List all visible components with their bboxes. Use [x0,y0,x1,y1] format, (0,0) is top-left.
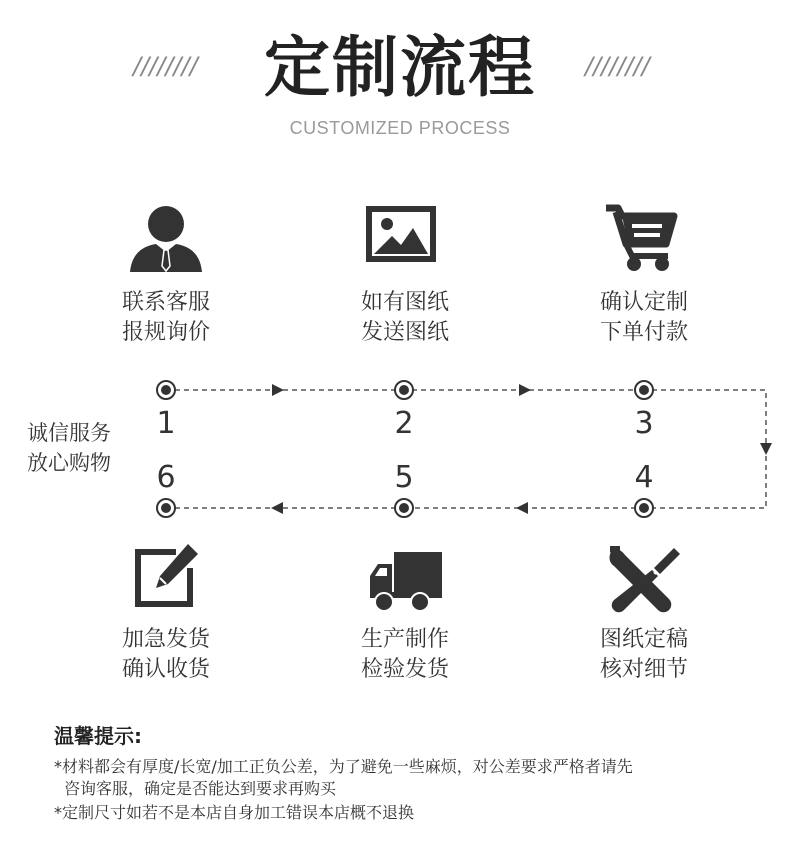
node-2 [395,381,413,399]
side-label [27,418,111,478]
step-1-line2: 报规询价 [121,320,210,345]
step-4-label [554,625,734,685]
node-5 [395,499,413,517]
delivery-truck-icon [366,542,446,622]
step-4-line1: 图纸定稿 [599,627,688,652]
step-number-6: 6 [156,460,176,495]
tip-line-1-continued: 咨询客服，确定是否能达到要求再购买 [64,779,337,798]
tip-line-1: *材料都会有厚度/长宽/加工正负公差，为了避免一些麻烦，对公差要求严格者请先 [54,757,633,776]
step-2-line2: 发送图纸 [360,320,449,345]
node-3 [635,381,653,399]
node-4 [635,499,653,517]
arrow-right-icon [519,384,531,396]
step-4-line2: 核对细节 [599,657,688,682]
page-title: 定制流程 [264,29,536,106]
step-6-line2: 确认收货 [121,657,210,682]
step-3-line1: 确认定制 [599,290,688,315]
step-number-3: 3 [634,406,654,441]
step-6-label [76,625,256,685]
decorative-slashes-right: //////// [585,52,650,80]
step-1-line1: 联系客服 [121,290,210,315]
side-label-line1: 诚信服务 [27,421,111,445]
arrow-left-icon [271,502,283,514]
side-label-line2: 放心购物 [27,451,111,475]
node-6 [157,499,175,517]
step-number-5: 5 [394,460,414,495]
step-5-line2: 检验发货 [360,657,449,682]
step-number-2: 2 [394,406,414,441]
arrow-down-icon [760,443,772,455]
step-6-line1: 加急发货 [121,627,210,652]
step-5-line1: 生产制作 [360,627,449,652]
step-5-label [315,625,495,685]
wrench-screwdriver-icon [604,540,684,620]
tips-title: 温馨提示: [54,724,142,748]
edit-pencil-icon [126,538,206,618]
step-number-4: 4 [634,460,654,495]
step-2-line1: 如有图纸 [360,290,449,315]
flow-line-3-4 [652,390,766,508]
arrow-right-icon [272,384,284,396]
arrow-left-icon [516,502,528,514]
page-subtitle: CUSTOMIZED PROCESS [289,118,511,138]
decorative-slashes-left: //////// [133,52,198,80]
tip-line-2: *定制尺寸如若不是本店自身加工错误本店概不退换 [54,803,415,822]
node-1 [157,381,175,399]
step-3-line2: 下单付款 [599,320,688,345]
step-number-1: 1 [156,406,176,441]
